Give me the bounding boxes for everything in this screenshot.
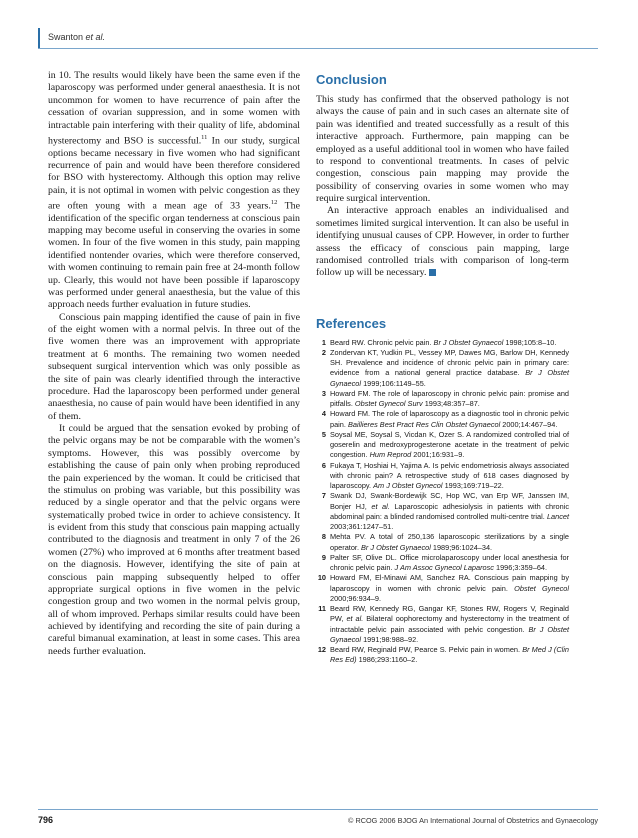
discussion-paragraph-2: Conscious pain mapping identified the cause of pain in five of the eight women with a normal pelvis. In three out of the five women there was an improvement with appropriate treatment at 6 months. The remaining two women needed subsequent surgical intervention which was only possible as the site of pain was clearly identified through the interactive procedure. Had the laparoscopy been performed under general anaesthesia, no cause of pain would have been identified in any of them. [48,311,300,422]
reference-number: 6 [321,460,326,470]
reference-item: 5 Soysal ME, Soysal S, Vicdan K, Ozer S. A randomized controlled trial of goserelin and medroxyprogesterone acetate in the treatment of pelvic congestion. Hum Reprod 2001;16:931–9. [316,430,569,461]
right-column [316,70,569,666]
reference-list [316,338,569,666]
references-heading: References [316,315,387,331]
reference-number: 4 [321,409,326,419]
conclusion-heading: Conclusion [316,72,387,87]
reference-journal: Am J Obstet Gynecol [373,481,443,491]
reference-item: 8 Mehta PV. A total of 250,136 laparoscopic sterilizations by a single operator. Br J Obstet Gynaecol 1989;96:1024–34. [316,532,569,553]
reference-journal: Baillieres Best Pract Res Clin Obstet Gynaecol [347,419,501,429]
reference-item: 11 Beard RW, Kennedy RG, Gangar KF, Stones RW, Rogers V, Reginald PW, et al. Bilateral oophorectomy and hysterectomy in the treatment of intractable pelvic pain associated with pelvic congestion. Br J Obstet Gynaecol 1991;98:988–92. [316,604,569,645]
running-header [38,28,598,48]
reference-item: 1 Beard RW. Chronic pelvic pain. Br J Obstet Gynaecol 1998;105:8–10. [316,338,569,348]
reference-number: 10 [317,573,326,583]
reference-item: 10 Howard FM, El-Minawi AM, Sanchez RA. Conscious pain mapping by laparoscopy in women with chronic pelvic pain. Obstet Gynecol 2000;96:934–9. [317,573,569,603]
header-author: Swanton [48,32,84,42]
footer-rule [38,809,598,810]
end-of-article-mark [429,269,436,276]
reference-journal: Br J Obstet Gynaecol [330,624,569,644]
discussion-paragraph-3: It could be argued that the sensation evoked by probing of the pelvic organs may be not be comparable with the women’s symptoms. However, this was possibly overcome by establishing the cause of pain only when probing reproduced the pain experienced by the woman. It could be criticised that the stimulus on probing was variable, but this possibility was reduced by a single operator and that the pelvic organs were systematically probed twice in order to achieve consistency. It is evident from this study that conscious pain mapping actually contributed to the diagnosis and treatment in only 7 of the 26 women (27%) who improved at 6 months after treatment based on the diagnosis. However, identifying the site of pain at conscious pain mapping subsequently helped to offer appropriate surgical options in five women in the pelvic congestion group and two women in the normal pelvis group, all of whom improved. Perhaps similar results could have been achieved by identifying and recording the site of pain during a careful bimanual examination, at least in some cases. This area needs further evaluation. [48,423,300,657]
reference-item: 12 Beard RW, Reginald PW, Pearce S. Pelvic pain in women. Br Med J (Clin Res Ed) 1986;293:1160–2. [317,645,569,665]
reference-number: 7 [321,491,326,501]
citation-superscript: 11 [201,133,208,141]
conclusion-paragraph-1: This study has confirmed that the observed pathology is not always the cause of pain and in such cases an alternate site of pain was identified and treated successfully as a result of this interactive approach. Furthermore, pain mapping can be employed as a useful additional tool in women who have failed to respond to conventional treatments. In cases of pelvic congestion, conscious pain mapping may provide the possibility of conserving ovaries in some women who may require surgical intervention. [316,94,569,204]
reference-number: 2 [321,347,326,357]
header-authors [48,32,105,42]
page-number: 796 [38,815,54,825]
reference-number: 9 [321,552,326,562]
header-etal: et al. [85,32,106,42]
header-rule [38,48,598,49]
conclusion-paragraph-2-text: An interactive approach enables an individualised and sometimes limited surgical intervention. It can also be useful in identifying unusual causes of CPP. However, in order to further assess the efficacy of conscious pain mapping, large randomised controlled trials with comparison of long-term follow up will be necessary. [316,205,569,279]
reference-number: 1 [321,337,326,347]
reference-number: 8 [321,532,326,542]
reference-journal: Obstet Gynecol [514,583,569,593]
conclusion-paragraph-2 [316,205,569,279]
conclusion-section [316,94,569,280]
citation-superscript: 12 [270,199,278,207]
reference-number: 5 [321,429,326,439]
reference-item: 6 Fukaya T, Hoshiai H, Yajima A. Is pelvic endometriosis always associated with chronic pain? A retrospective study of 618 cases diagnosed by laparoscopy. Am J Obstet Gynecol 1993;169:719–22. [316,461,569,492]
discussion-paragraph-1: in 10. The results would likely have been the same even if the laparoscopy was performed under general anaesthesia. It is not uncommon for women to have recurrence of pain after the cessation of ovarian suppression, and in some women with intractable pain interfering with their quality of life, abdominal hysterectomy and BSO is successful.$^{11}$ In our study, surgical options became necessary in five women who had significant recurrence of pain and would have been therefore considered for BSO with hysterectomy. Although this option may relive pain, it is not optimal in women with pelvic congestion as they are often young with a mean age of 33 years.$^{12}$ The identification of the specific organ tenderness at conscious pain mapping may become useful in conserving the ovaries in some women. In four of the five women in this study, pain mapping identified nontender ovaries, which were therefore conserved, with women continuing to remain pain free at 24-month follow up. Clearly, this would not have been possible if laparoscopy was performed under general anaesthesia, but the value of this approach needs further evaluation in future studies. [48,70,300,311]
reference-journal: Hum Reprod [369,450,412,460]
reference-journal: Obstet Gynecol Surv [354,399,423,409]
reference-journal: Br J Obstet Gynaecol [330,368,569,388]
reference-item: 7 Swank DJ, Swank-Bordewijk SC, Hop WC, van Erp WF, Janssen IM, Bonjer HJ, et al. Laparoscopic adhesiolysis in patients with chronic abdominal pain: a blinded randomised controlled multi-centre trial. Lancet 2003;361:1247–51. [316,491,569,532]
header-accent-bar [38,28,40,48]
reference-item: 3 Howard FM. The role of laparoscopy in chronic pelvic pain: promise and pitfalls. Obstet Gynecol Surv 1993;48:357–87. [316,389,569,410]
reference-number: 12 [317,645,326,655]
reference-number: 11 [318,604,326,614]
reference-number: 3 [321,388,326,398]
reference-journal: Lancet [546,511,569,521]
reference-item: 4 Howard FM. The role of laparoscopy as a diagnostic tool in chronic pelvic pain. Baillieres Best Pract Res Clin Obstet Gynaecol 2000;14:467–94. [316,409,569,430]
reference-journal: Br J Obstet Gynaecol [433,337,504,347]
journal-footer: © RCOG 2006 BJOG An International Journal of Obstetrics and Gynaecology [348,816,598,825]
reference-journal: et al. [346,614,364,624]
reference-journal: Br J Obstet Gynaecol [361,542,431,552]
reference-item: 9 Palter SF, Olive DL. Office microlaparoscopy under local anesthesia for chronic pelvic pain. J Am Assoc Gynecol Laparosc 1996;3:359–64. [316,553,569,574]
reference-journal: et al. [371,501,390,511]
reference-journal: Br Med J (Clin Res Ed) [330,645,569,665]
reference-item: 2 Zondervan KT, Yudkin PL, Vessey MP, Dawes MG, Barlow DH, Kennedy SH. Prevalence and incidence of chronic pelvic pain in primary care: evidence from a national general practice database. Br J Obstet Gynaecol 1999;106:1149–55. [316,348,569,389]
reference-journal: J Am Assoc Gynecol Laparosc [394,563,494,573]
left-column [48,70,300,658]
